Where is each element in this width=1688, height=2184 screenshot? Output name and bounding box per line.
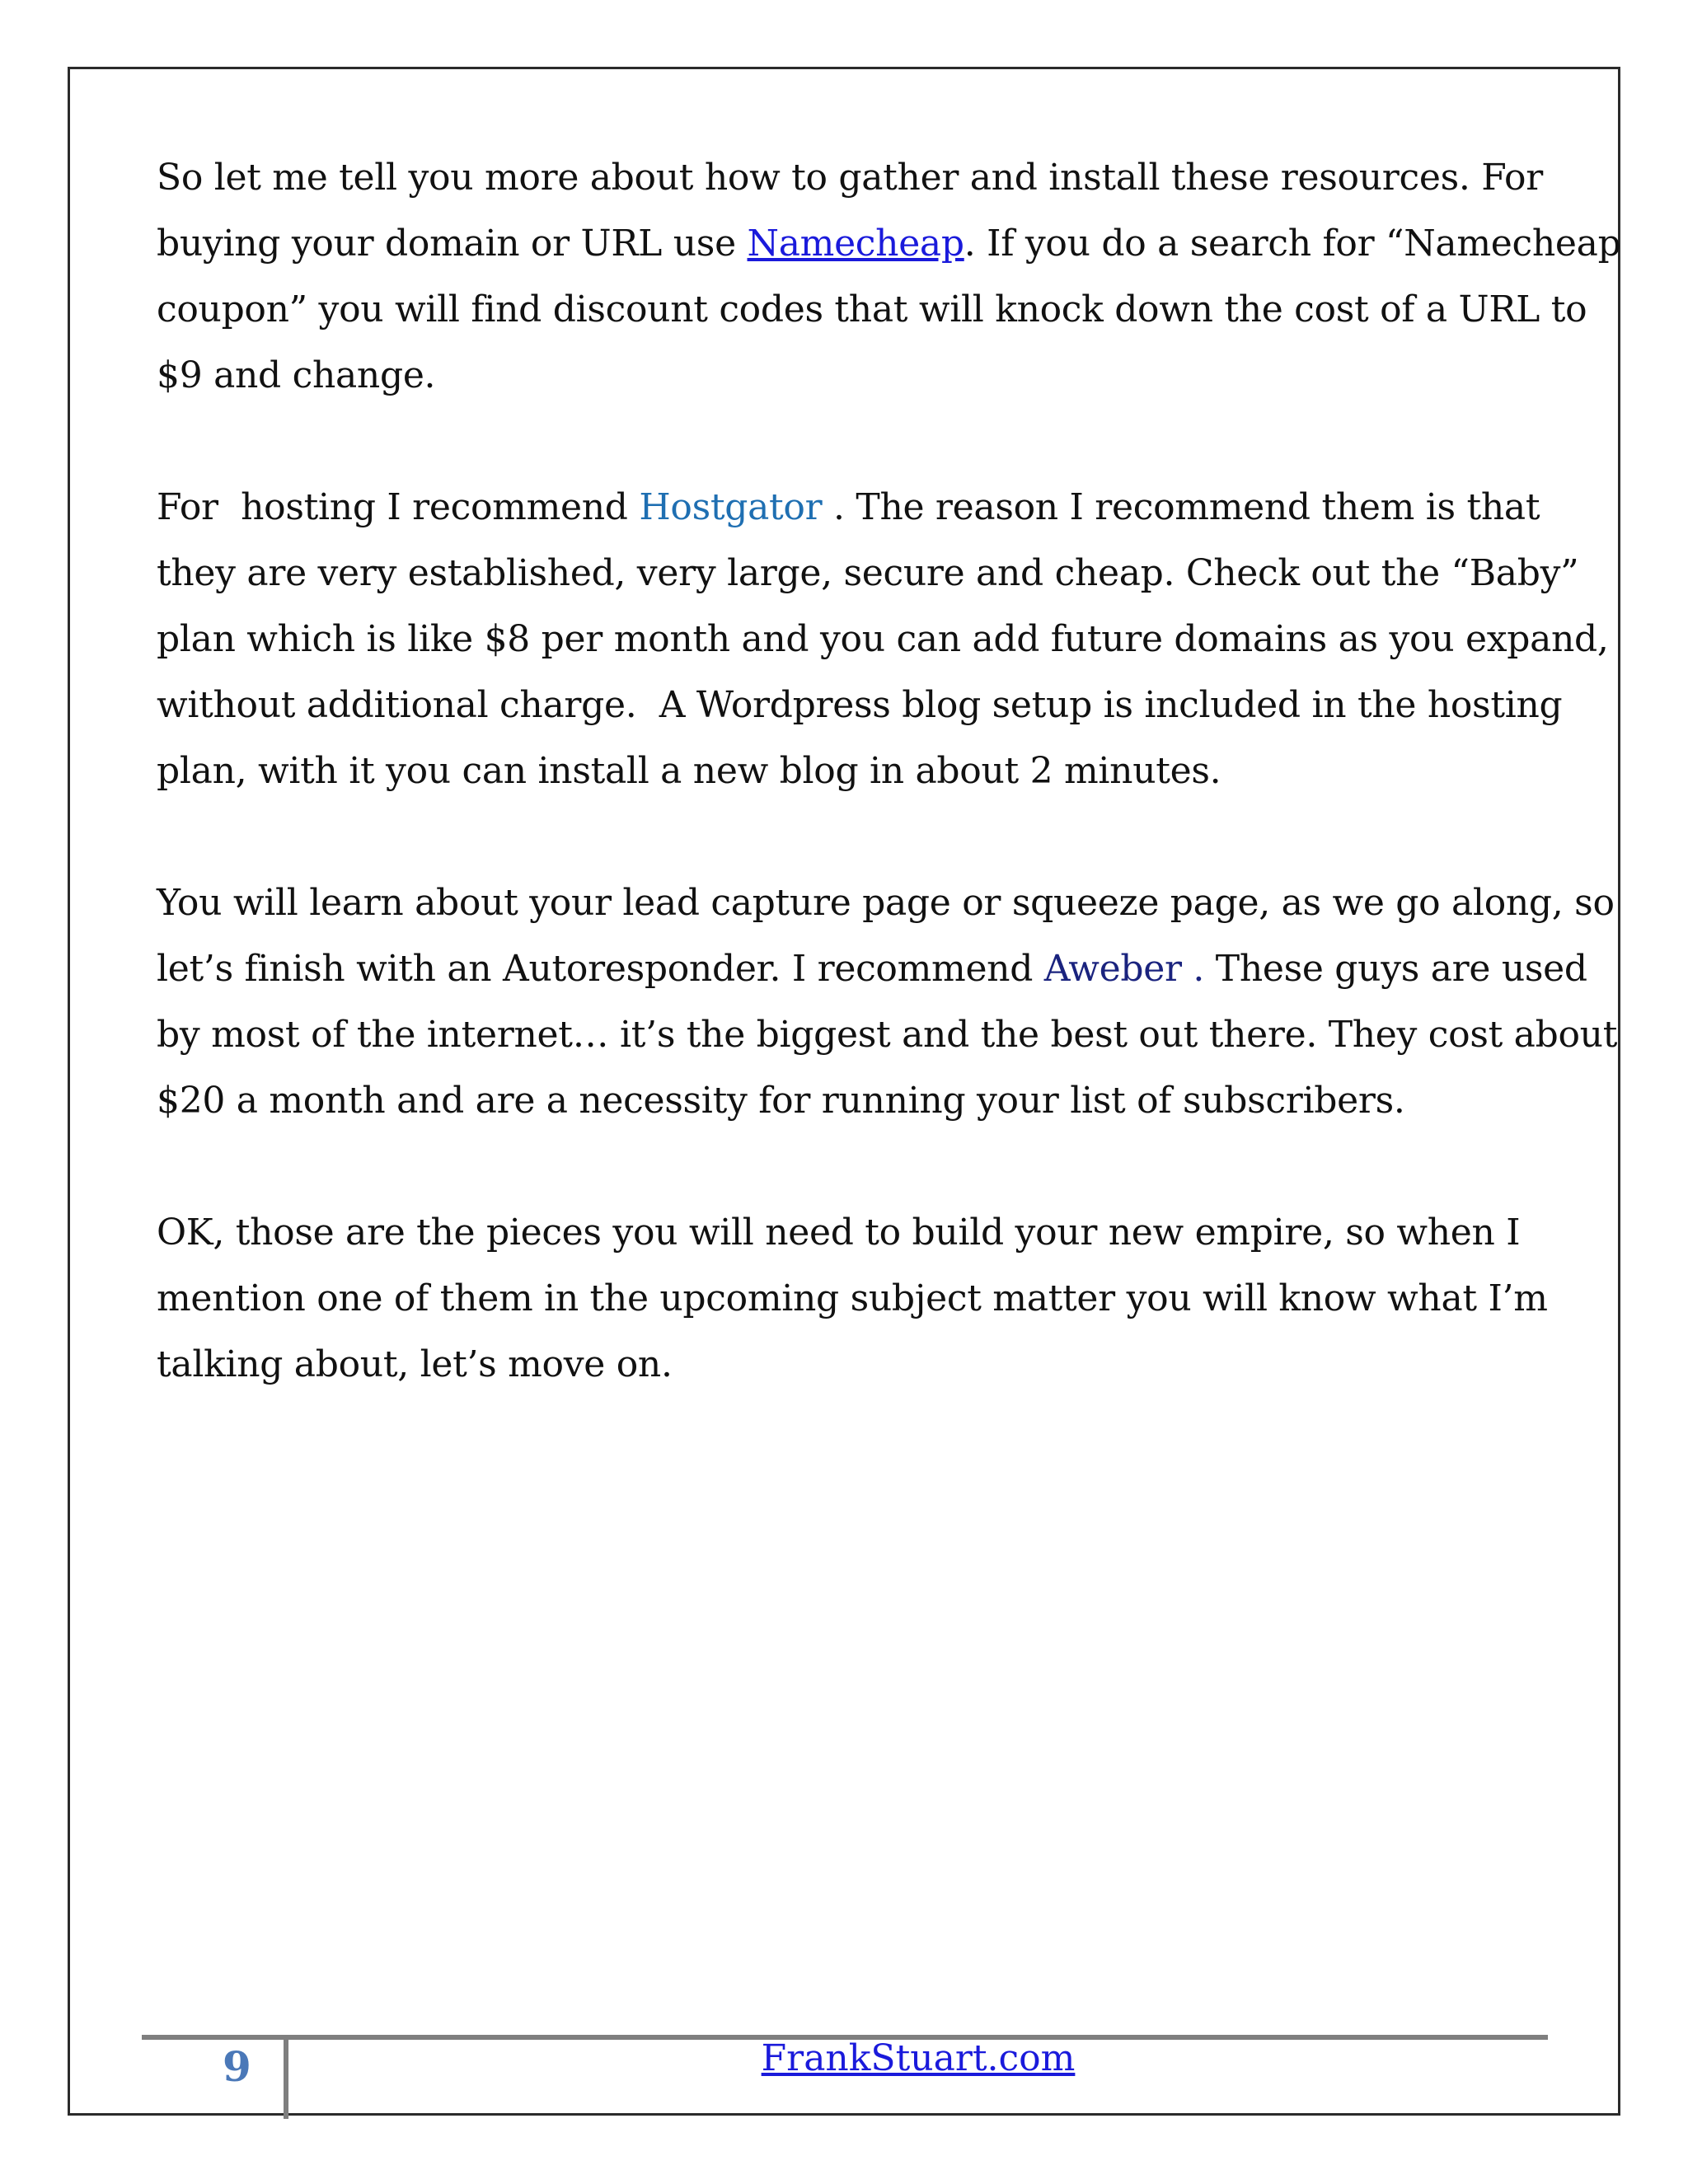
text-segment: These guys are used xyxy=(1204,948,1587,990)
paragraph-autoresponder xyxy=(157,870,1618,1134)
text-line: You will learn about your lead capture page or squeeze page, as we go along, so xyxy=(157,882,1615,924)
text-line: OK, those are the pieces you will need to build your new empire, so when I xyxy=(157,1212,1521,1254)
text-line xyxy=(157,475,1541,541)
text-segment: . The reason I recommend them is that xyxy=(822,486,1540,528)
hostgator-link[interactable]: Hostgator xyxy=(639,486,823,528)
text-line: coupon” you will find discount codes that will knock down the cost of a URL to xyxy=(157,288,1587,330)
text-line: without additional charge. A Wordpress blog setup is included in the hosting xyxy=(157,684,1563,726)
text-line: by most of the internet… it’s the biggest and the best out there. They cost about xyxy=(157,1014,1618,1056)
text-segment: let’s finish with an Autoresponder. I recommend xyxy=(157,948,1044,990)
text-segment: For hosting I recommend xyxy=(157,486,640,528)
text-line: plan, with it you can install a new blog in about 2 minutes. xyxy=(157,750,1221,792)
text-line: mention one of them in the upcoming subject matter you will know what I’m xyxy=(157,1277,1548,1319)
paragraph-closing xyxy=(157,1200,1548,1398)
text-line: talking about, let’s move on. xyxy=(157,1343,673,1385)
text-line xyxy=(157,936,1587,1002)
aweber-link[interactable]: Aweber . xyxy=(1043,948,1205,990)
text-line: $20 a month and are a necessity for running your list of subscribers. xyxy=(157,1080,1405,1122)
body-text xyxy=(157,145,1621,1464)
text-line: they are very established, very large, secure and cheap. Check out the “Baby” xyxy=(157,552,1579,594)
paragraph-domain xyxy=(157,145,1621,409)
namecheap-link[interactable]: Namecheap xyxy=(747,223,964,265)
paragraph-hosting xyxy=(157,475,1609,804)
footer-site-link[interactable]: FrankStuart.com xyxy=(761,2037,1076,2079)
text-line: So let me tell you more about how to gather and install these resources. For xyxy=(157,157,1543,199)
text-segment: buying your domain or URL use xyxy=(157,223,748,265)
text-segment: . If you do a search for “Namecheap xyxy=(964,223,1621,265)
page-number: 9 xyxy=(223,2042,251,2091)
text-line xyxy=(157,211,1621,277)
text-line: plan which is like $8 per month and you can add future domains as you expand, xyxy=(157,618,1609,660)
text-line: $9 and change. xyxy=(157,354,436,396)
